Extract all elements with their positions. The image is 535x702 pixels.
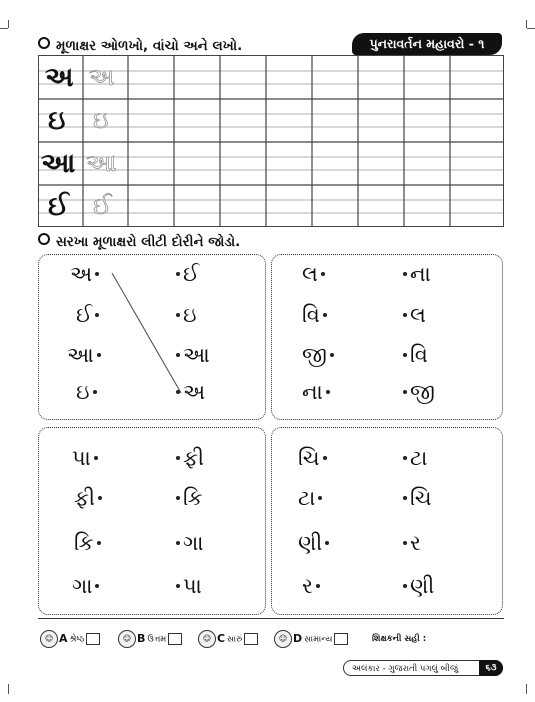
match-right-item[interactable]: પા [173,576,202,597]
smiley-icon: ☺ [274,630,292,648]
crop-mark [527,28,535,29]
footer-divider [38,618,504,619]
practice-letter: અ [45,62,74,93]
practice-letter: ઇ [48,105,66,136]
match-left-item[interactable]: આ [67,345,104,366]
smiley-icon: ☺ [198,630,216,648]
trace-letter: ઈ [93,192,113,220]
match-left-item[interactable]: ગા [72,576,102,597]
match-right-item[interactable]: વિ [400,345,428,366]
match-right-item[interactable]: લ [400,305,426,326]
trace-letter: અ [89,63,116,91]
match-left-item[interactable]: ટા [298,488,325,509]
match-left-item[interactable]: ઇ [76,382,100,403]
match-right-item[interactable]: જી [400,382,435,403]
crop-mark [0,28,8,29]
match-left-item[interactable]: અ [70,264,102,285]
match-right-item[interactable]: ચિ [400,488,432,509]
match-right-item[interactable]: ઈ [173,264,199,285]
section-title-practice [38,37,242,54]
crop-mark [8,684,9,694]
book-title: અલંકાર - ગુજરાતી પગલું બીજું [352,664,458,674]
match-left-item[interactable]: ણી [298,533,332,554]
match-left-item[interactable]: જી [302,345,337,366]
grade-b: ☺ B ઉત્તમ [118,628,182,650]
match-left-item[interactable]: ના [302,382,333,403]
match-left-item[interactable]: ર [302,576,323,597]
match-right-item[interactable]: ગા [173,533,203,554]
grade-checkbox[interactable] [168,633,182,645]
trace-letter: ઇ [93,106,110,134]
match-left-item[interactable]: પા [72,448,101,469]
bullet-icon [38,233,50,245]
bullet-icon [38,37,50,49]
section-title-matching [38,233,240,250]
smiley-icon: ☺ [40,630,58,648]
grade-checkbox[interactable] [244,633,258,645]
trace-letter: આ [86,149,118,177]
match-right-item[interactable]: ઇ [173,305,197,326]
exercise-badge: પુનરાવર્તન મહાવરો - ૧ [352,33,502,55]
match-right-item[interactable]: આ [173,345,210,366]
match-left-item[interactable]: ફી [74,488,105,509]
practice-letter: ઈ [48,191,69,222]
match-left-item[interactable]: વિ [302,305,330,326]
match-instruction-text: સરખા મૂળાક્ષરો લીટી દોરીને જોડો. [56,234,241,250]
practice-letter: આ [41,148,76,179]
match-right-item[interactable]: અ [173,382,205,403]
teacher-signature-label: શિક્ષકની સહી : [372,634,427,644]
match-left-item[interactable]: ચિ [298,448,330,469]
grade-checkbox[interactable] [334,633,348,645]
grade-c: ☺ C સારું [198,628,258,650]
match-right-item[interactable]: ણી [400,576,434,597]
match-right-item[interactable]: ટા [400,448,427,469]
match-right-item[interactable]: ફી [173,448,204,469]
match-right-item[interactable]: ર [400,533,421,554]
match-left-item[interactable]: ઈ [76,305,102,326]
grade-d: ☺ D સામાન્ય [274,628,348,650]
practice-grid [38,55,504,227]
match-left-item[interactable]: કિ [74,533,104,554]
match-right-item[interactable]: કિ [173,488,203,509]
crop-mark [526,20,527,28]
footer-page-bar [343,660,503,676]
page-number: ૬૩ [479,660,503,676]
match-left-item[interactable]: લ [302,264,328,285]
instruction-text: મૂળાક્ષર ઓળખો, વાંચો અને લખો. [56,38,243,54]
crop-mark [8,20,9,28]
match-right-item[interactable]: ના [400,264,431,285]
grade-a: ☺ A શ્રેષ્ઠ [40,628,100,650]
crop-mark [526,684,527,694]
smiley-icon: ☺ [118,630,136,648]
grade-checkbox[interactable] [86,633,100,645]
